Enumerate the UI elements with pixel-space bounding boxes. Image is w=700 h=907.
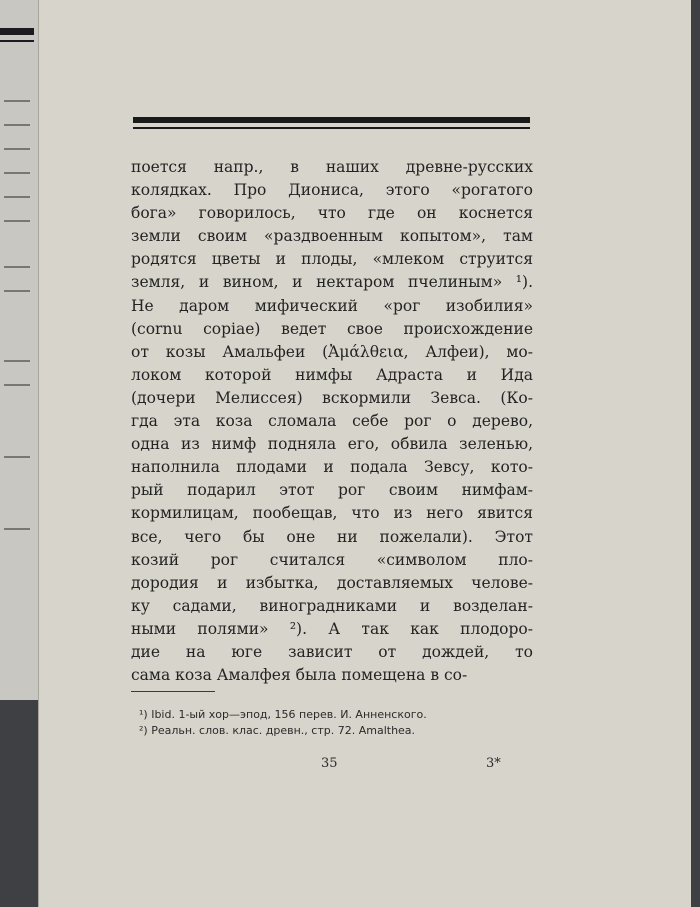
book-page	[38, 0, 691, 907]
text-line: сама коза Амалфея была помещена в со-	[131, 666, 468, 685]
header-rule-thin	[133, 127, 530, 129]
previous-page-text-fragment	[4, 172, 30, 174]
text-line: козий рог считался «символом пло-	[131, 550, 533, 569]
signature-mark: 3*	[486, 756, 501, 771]
text-line: ку садами, виноградниками и возделан-	[131, 596, 533, 615]
previous-page-text-fragment	[4, 100, 30, 102]
text-line: рый подарил этот рог своим нимфам-	[131, 481, 533, 500]
previous-page-rule	[0, 28, 34, 35]
text-line: колядках. Про Диониса, этого «рогатого	[131, 181, 533, 200]
previous-page-edge	[0, 0, 43, 700]
footnote-2: ²) Реальн. слов. клас. древн., стр. 72. Amalthea.	[139, 724, 416, 737]
previous-page-text-fragment	[4, 196, 30, 198]
footnote-1: ¹) Ibid. 1-ый хор—эпод, 156 перев. И. Анненского.	[139, 708, 427, 721]
text-line: Не даром мифический «рог изобилия»	[131, 296, 533, 315]
text-line: земли своим «раздвоенным копытом», там	[131, 227, 533, 246]
footnotes	[139, 707, 539, 739]
previous-page-text-fragment	[4, 290, 30, 292]
body-text	[131, 156, 533, 687]
previous-page-text-fragment	[4, 360, 30, 362]
previous-page-text-fragment	[4, 528, 30, 530]
text-line: все, чего бы оне ни пожелали). Этот	[131, 527, 533, 546]
text-line: наполнила плодами и подала Зевсу, кото-	[131, 458, 533, 477]
text-line: одна из нимф подняла его, обвила зеленью,	[131, 435, 533, 454]
text-line: родятся цветы и плоды, «млеком струится	[131, 250, 533, 269]
page-number: 35	[321, 756, 338, 771]
previous-page-text-fragment	[4, 220, 30, 222]
previous-page-text-fragment	[4, 384, 30, 386]
text-line: локом которой нимфы Адраста и Ида	[131, 365, 533, 384]
previous-page-text-fragment	[4, 266, 30, 268]
previous-page-text-fragment	[4, 124, 30, 126]
text-line: дородия и избытка, доставляемых челове-	[131, 573, 533, 592]
text-line: гда эта коза сломала себе рог о дерево,	[131, 412, 533, 431]
header-rule-thick	[133, 117, 530, 123]
previous-page-text-fragment	[4, 456, 30, 458]
previous-page-rule-thin	[0, 40, 34, 42]
text-line: бога» говорилось, что где он коснется	[131, 204, 533, 223]
text-line: (cornu copiae) ведет свое происхождение	[131, 319, 533, 338]
text-line: ными полями» ²). А так как плодоро-	[131, 619, 533, 638]
text-line: земля, и вином, и нектаром пчелиным» ¹).	[131, 273, 533, 292]
previous-page-text-fragment	[4, 148, 30, 150]
text-line: кормилицам, пообещав, что из него явится	[131, 504, 533, 523]
footnote-rule	[131, 691, 215, 692]
text-line: поется напр., в наших древне-русских	[131, 158, 533, 176]
text-line: дие на юге зависит от дождей, то	[131, 642, 533, 661]
text-line: (дочери Мелиссея) вскормили Зевса. (Ко-	[131, 388, 533, 407]
text-line: от козы Амальфеи (Ἀμάλθεια, Алфеи), мо-	[131, 342, 533, 361]
